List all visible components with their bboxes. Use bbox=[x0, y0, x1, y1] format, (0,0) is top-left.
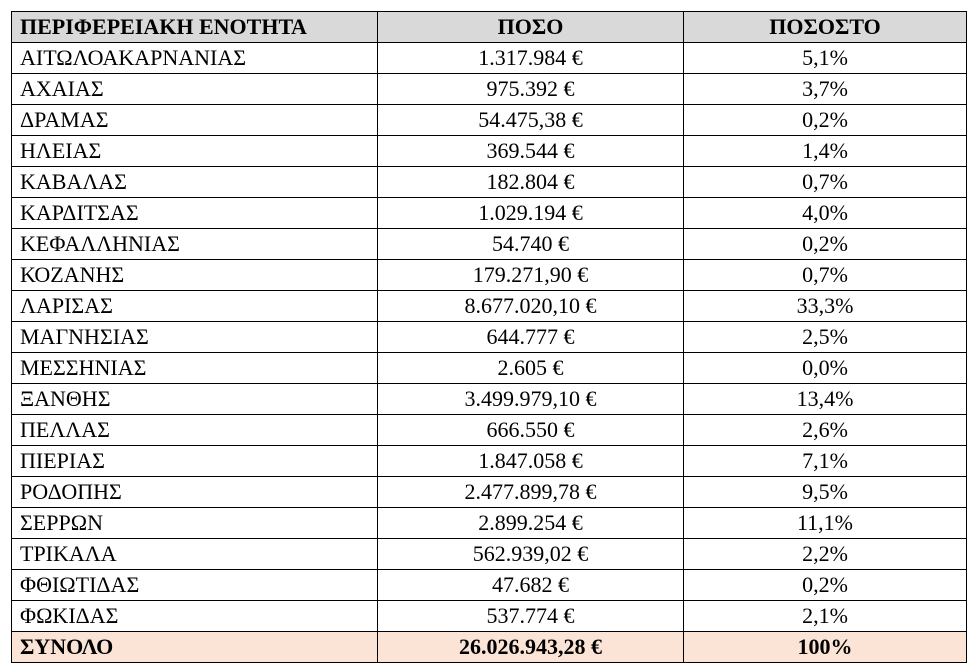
total-percent: 100% bbox=[684, 632, 967, 663]
total-row bbox=[12, 632, 967, 663]
table-row bbox=[12, 353, 967, 384]
percent-cell: 9,5% bbox=[684, 477, 967, 508]
amount-cell: 1.847.058 € bbox=[378, 446, 684, 477]
percent-cell: 5,1% bbox=[684, 43, 967, 74]
region-cell: ΜΑΓΝΗΣΙΑΣ bbox=[12, 322, 378, 353]
percent-cell: 0,0% bbox=[684, 353, 967, 384]
region-cell: ΛΑΡΙΣΑΣ bbox=[12, 291, 378, 322]
amount-cell: 54.740 € bbox=[378, 229, 684, 260]
region-cell: ΡΟΔΟΠΗΣ bbox=[12, 477, 378, 508]
table-row bbox=[12, 601, 967, 632]
amount-cell: 562.939,02 € bbox=[378, 539, 684, 570]
region-cell: ΦΩΚΙΔΑΣ bbox=[12, 601, 378, 632]
header-row bbox=[12, 12, 967, 43]
percent-cell: 0,7% bbox=[684, 260, 967, 291]
table-row bbox=[12, 43, 967, 74]
percent-cell: 13,4% bbox=[684, 384, 967, 415]
table-row bbox=[12, 167, 967, 198]
percent-cell: 1,4% bbox=[684, 136, 967, 167]
amount-cell: 666.550 € bbox=[378, 415, 684, 446]
amount-cell: 2.477.899,78 € bbox=[378, 477, 684, 508]
amount-cell: 975.392 € bbox=[378, 74, 684, 105]
percent-cell: 2,1% bbox=[684, 601, 967, 632]
percent-cell: 2,6% bbox=[684, 415, 967, 446]
amount-cell: 2.899.254 € bbox=[378, 508, 684, 539]
percent-cell: 11,1% bbox=[684, 508, 967, 539]
amount-cell: 54.475,38 € bbox=[378, 105, 684, 136]
table-row bbox=[12, 74, 967, 105]
amount-cell: 537.774 € bbox=[378, 601, 684, 632]
table-row bbox=[12, 291, 967, 322]
percent-cell: 0,2% bbox=[684, 570, 967, 601]
region-cell: ΑΙΤΩΛΟΑΚΑΡΝΑΝΙΑΣ bbox=[12, 43, 378, 74]
amount-cell: 47.682 € bbox=[378, 570, 684, 601]
table-row bbox=[12, 477, 967, 508]
percent-cell: 0,2% bbox=[684, 229, 967, 260]
table-row bbox=[12, 229, 967, 260]
percent-cell: 0,7% bbox=[684, 167, 967, 198]
amount-cell: 8.677.020,10 € bbox=[378, 291, 684, 322]
region-cell: ΠΙΕΡΙΑΣ bbox=[12, 446, 378, 477]
table-row bbox=[12, 570, 967, 601]
percent-cell: 2,5% bbox=[684, 322, 967, 353]
percent-cell: 2,2% bbox=[684, 539, 967, 570]
header-percent: ΠΟΣΟΣΤΟ bbox=[684, 12, 967, 43]
region-cell: ΑΧΑΙΑΣ bbox=[12, 74, 378, 105]
region-cell: ΔΡΑΜΑΣ bbox=[12, 105, 378, 136]
table-row bbox=[12, 415, 967, 446]
region-cell: ΚΟΖΑΝΗΣ bbox=[12, 260, 378, 291]
region-cell: ΚΑΒΑΛΑΣ bbox=[12, 167, 378, 198]
table-row bbox=[12, 539, 967, 570]
amount-cell: 2.605 € bbox=[378, 353, 684, 384]
percent-cell: 4,0% bbox=[684, 198, 967, 229]
table-row bbox=[12, 322, 967, 353]
amount-cell: 182.804 € bbox=[378, 167, 684, 198]
region-cell: ΞΑΝΘΗΣ bbox=[12, 384, 378, 415]
amount-cell: 179.271,90 € bbox=[378, 260, 684, 291]
amount-cell: 644.777 € bbox=[378, 322, 684, 353]
region-cell: ΠΕΛΛΑΣ bbox=[12, 415, 378, 446]
table-row bbox=[12, 260, 967, 291]
header-region: ΠΕΡΙΦΕΡΕΙΑΚΗ ΕΝΟΤΗΤΑ bbox=[12, 12, 378, 43]
percent-cell: 3,7% bbox=[684, 74, 967, 105]
header-amount: ΠΟΣΟ bbox=[378, 12, 684, 43]
table-row bbox=[12, 105, 967, 136]
percent-cell: 33,3% bbox=[684, 291, 967, 322]
region-cell: ΤΡΙΚΑΛΑ bbox=[12, 539, 378, 570]
region-cell: ΦΘΙΩΤΙΔΑΣ bbox=[12, 570, 378, 601]
amount-cell: 3.499.979,10 € bbox=[378, 384, 684, 415]
region-cell: ΚΕΦΑΛΛΗΝΙΑΣ bbox=[12, 229, 378, 260]
table-row bbox=[12, 384, 967, 415]
region-cell: ΗΛΕΙΑΣ bbox=[12, 136, 378, 167]
table-row bbox=[12, 198, 967, 229]
region-cell: ΚΑΡΔΙΤΣΑΣ bbox=[12, 198, 378, 229]
total-amount: 26.026.943,28 € bbox=[378, 632, 684, 663]
table-row bbox=[12, 136, 967, 167]
table-row bbox=[12, 508, 967, 539]
table-row bbox=[12, 446, 967, 477]
region-cell: ΜΕΣΣΗΝΙΑΣ bbox=[12, 353, 378, 384]
percent-cell: 7,1% bbox=[684, 446, 967, 477]
percent-cell: 0,2% bbox=[684, 105, 967, 136]
region-cell: ΣΕΡΡΩΝ bbox=[12, 508, 378, 539]
amount-cell: 369.544 € bbox=[378, 136, 684, 167]
amount-cell: 1.029.194 € bbox=[378, 198, 684, 229]
amount-cell: 1.317.984 € bbox=[378, 43, 684, 74]
total-label: ΣΥΝΟΛΟ bbox=[12, 632, 378, 663]
allocation-table bbox=[11, 11, 967, 663]
